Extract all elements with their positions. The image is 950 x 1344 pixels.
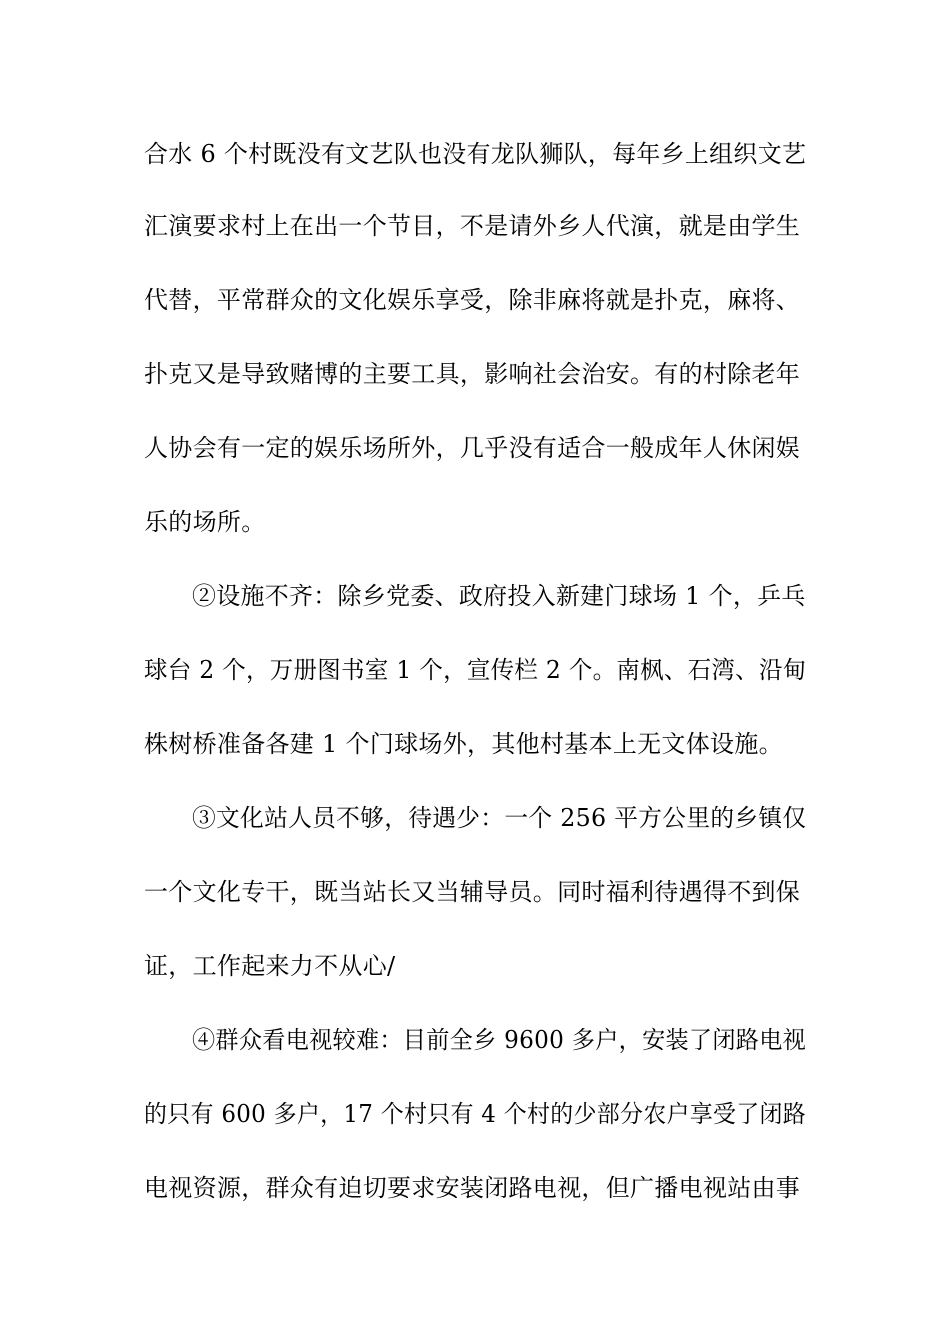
text-line: 株树桥准备各建 1 个门球场外，其他村基本上无文体设施。 (144, 730, 783, 758)
text-line: 汇演要求村上在出一个节目，不是请外乡人代演，就是由学生 (144, 212, 801, 240)
text-line: 一个文化专干，既当站长又当辅导员。同时福利待遇得不到保 (144, 878, 801, 906)
text-line: ②设施不齐：除乡党委、政府投入新建门球场 1 个，乒乓 (192, 582, 806, 610)
text-line: ④群众看电视较难：目前全乡 9600 多户，安装了闭路电视 (192, 1026, 807, 1054)
text-line: 人协会有一定的娱乐场所外，几乎没有适合一般成年人休闲娱 (144, 434, 801, 462)
text-line: 扑克又是导致赌博的主要工具，影响社会治安。有的村除老年 (144, 360, 801, 388)
text-line: 证，工作起来力不从心/ (144, 952, 396, 980)
text-line: 代替，平常群众的文化娱乐享受，除非麻将就是扑克，麻将、 (144, 286, 801, 314)
text-line: 合水 6 个村既没有文艺队也没有龙队狮队，每年乡上组织文艺 (144, 140, 807, 168)
text-line: 球台 2 个，万册图书室 1 个，宣传栏 2 个。南枫、石湾、沿甸 (144, 656, 807, 684)
text-line: 电视资源，群众有迫切要求安装闭路电视，但广播电视站由事 (144, 1174, 801, 1202)
text-line: ③文化站人员不够，待遇少：一个 256 平方公里的乡镇仅 (192, 804, 807, 832)
text-line: 乐的场所。 (144, 508, 266, 536)
text-line: 的只有 600 多户，17 个村只有 4 个村的少部分农户享受了闭路 (144, 1100, 806, 1128)
